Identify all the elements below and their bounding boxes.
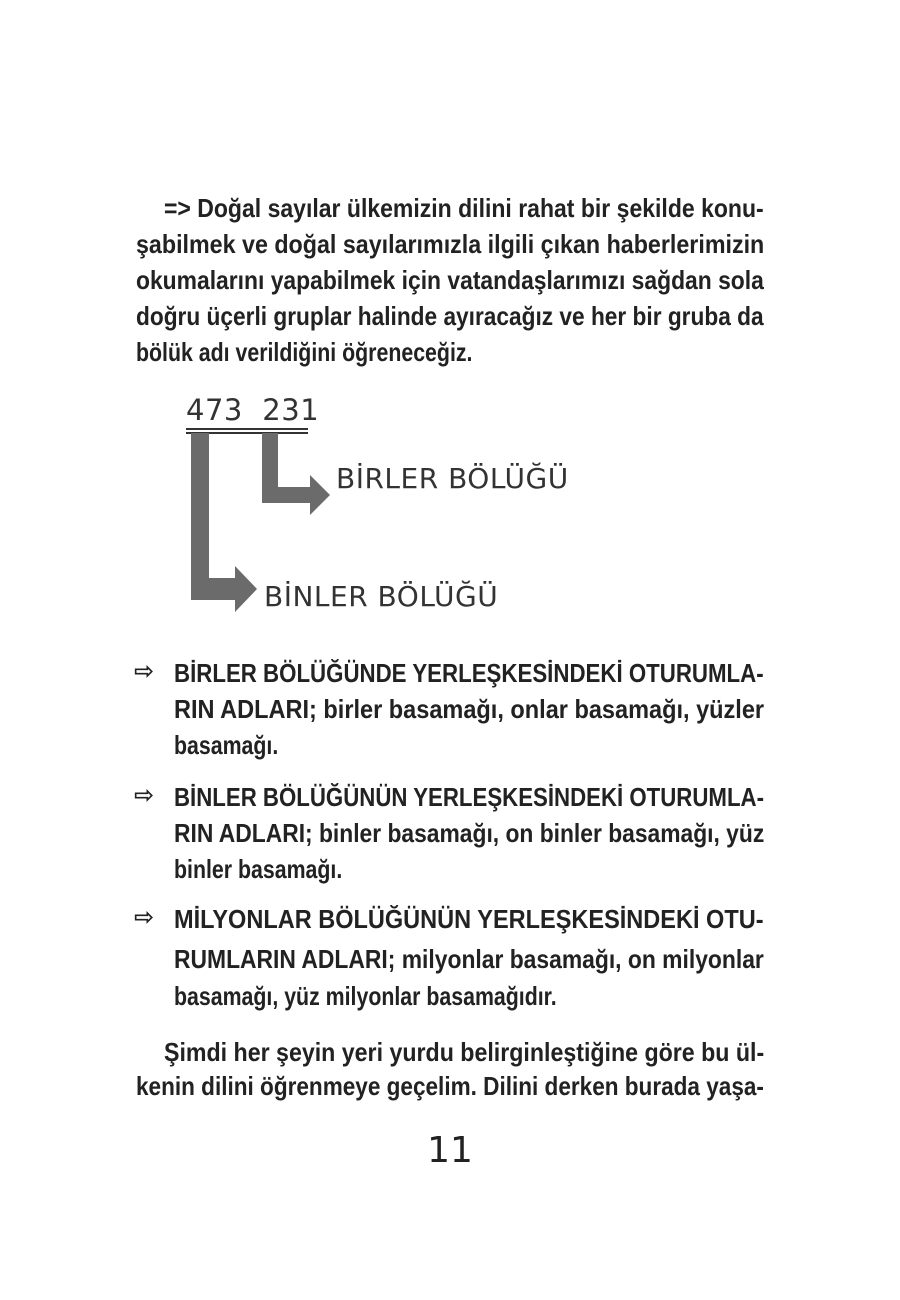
closing-line-2: kenin dilini öğrenmeye geçelim. Dilini derken burada yaşa- — [136, 1071, 764, 1101]
bullet-3-line-1: MİLYONLAR BÖLÜĞÜNÜN YERLEŞKESİNDEKİ OTU- — [174, 904, 764, 934]
bullet-2-line-3: binler basamağı. — [174, 854, 343, 884]
right-arrow-icon: ⇨ — [134, 657, 155, 685]
bullet-2-line-2: RIN ADLARI; binler basamağı, on binler basamağı, yüz — [174, 818, 765, 848]
right-arrow-icon: ⇨ — [134, 903, 155, 931]
thousands-arrow-icon — [191, 433, 257, 612]
page-number: 11 — [427, 1130, 473, 1171]
label-birler-bolugu: BİRLER BÖLÜĞÜ — [336, 462, 569, 495]
label-binler-bolugu: BİNLER BÖLÜĞÜ — [264, 580, 499, 613]
closing-line-1: Şimdi her şeyin yeri yurdu belirginleştiğine göre bu ül- — [164, 1037, 765, 1067]
right-arrow-icon: ⇨ — [134, 781, 155, 809]
ones-arrow-icon — [262, 433, 330, 515]
intro-line-5: bölük adı verildiğini öğreneceğiz. — [136, 337, 473, 367]
bullet-1-line-2: RIN ADLARI; birler basamağı, onlar basamağı, yüzler — [174, 694, 765, 724]
bullet-3-line-2: RUMLARIN ADLARI; milyonlar basamağı, on milyonlar — [174, 944, 764, 974]
intro-line-4: doğru üçerli gruplar halinde ayıracağız ve her bir gruba da — [136, 301, 764, 331]
bullet-1-line-1: BİRLER BÖLÜĞÜNDE YERLEŞKESİNDEKİ OTURUMLA- — [174, 658, 764, 688]
intro-line-2: şabilmek ve doğal sayılarımızla ilgili çıkan haberlerimizin — [136, 229, 765, 259]
intro-line-3: okumalarını yapabilmek için vatandaşlarımızı sağdan sola — [136, 265, 764, 295]
intro-line-1: => Doğal sayılar ülkemizin dilini rahat bir şekilde konu- — [164, 193, 764, 223]
bullet-3-line-3: basamağı, yüz milyonlar basamağıdır. — [174, 981, 557, 1011]
bullet-2-line-1: BİNLER BÖLÜĞÜNÜN YERLEŞKESİNDEKİ OTURUMLA- — [174, 782, 764, 812]
bullet-1-line-3: basamağı. — [174, 730, 279, 760]
diagram-number: 473 231 — [186, 393, 320, 427]
